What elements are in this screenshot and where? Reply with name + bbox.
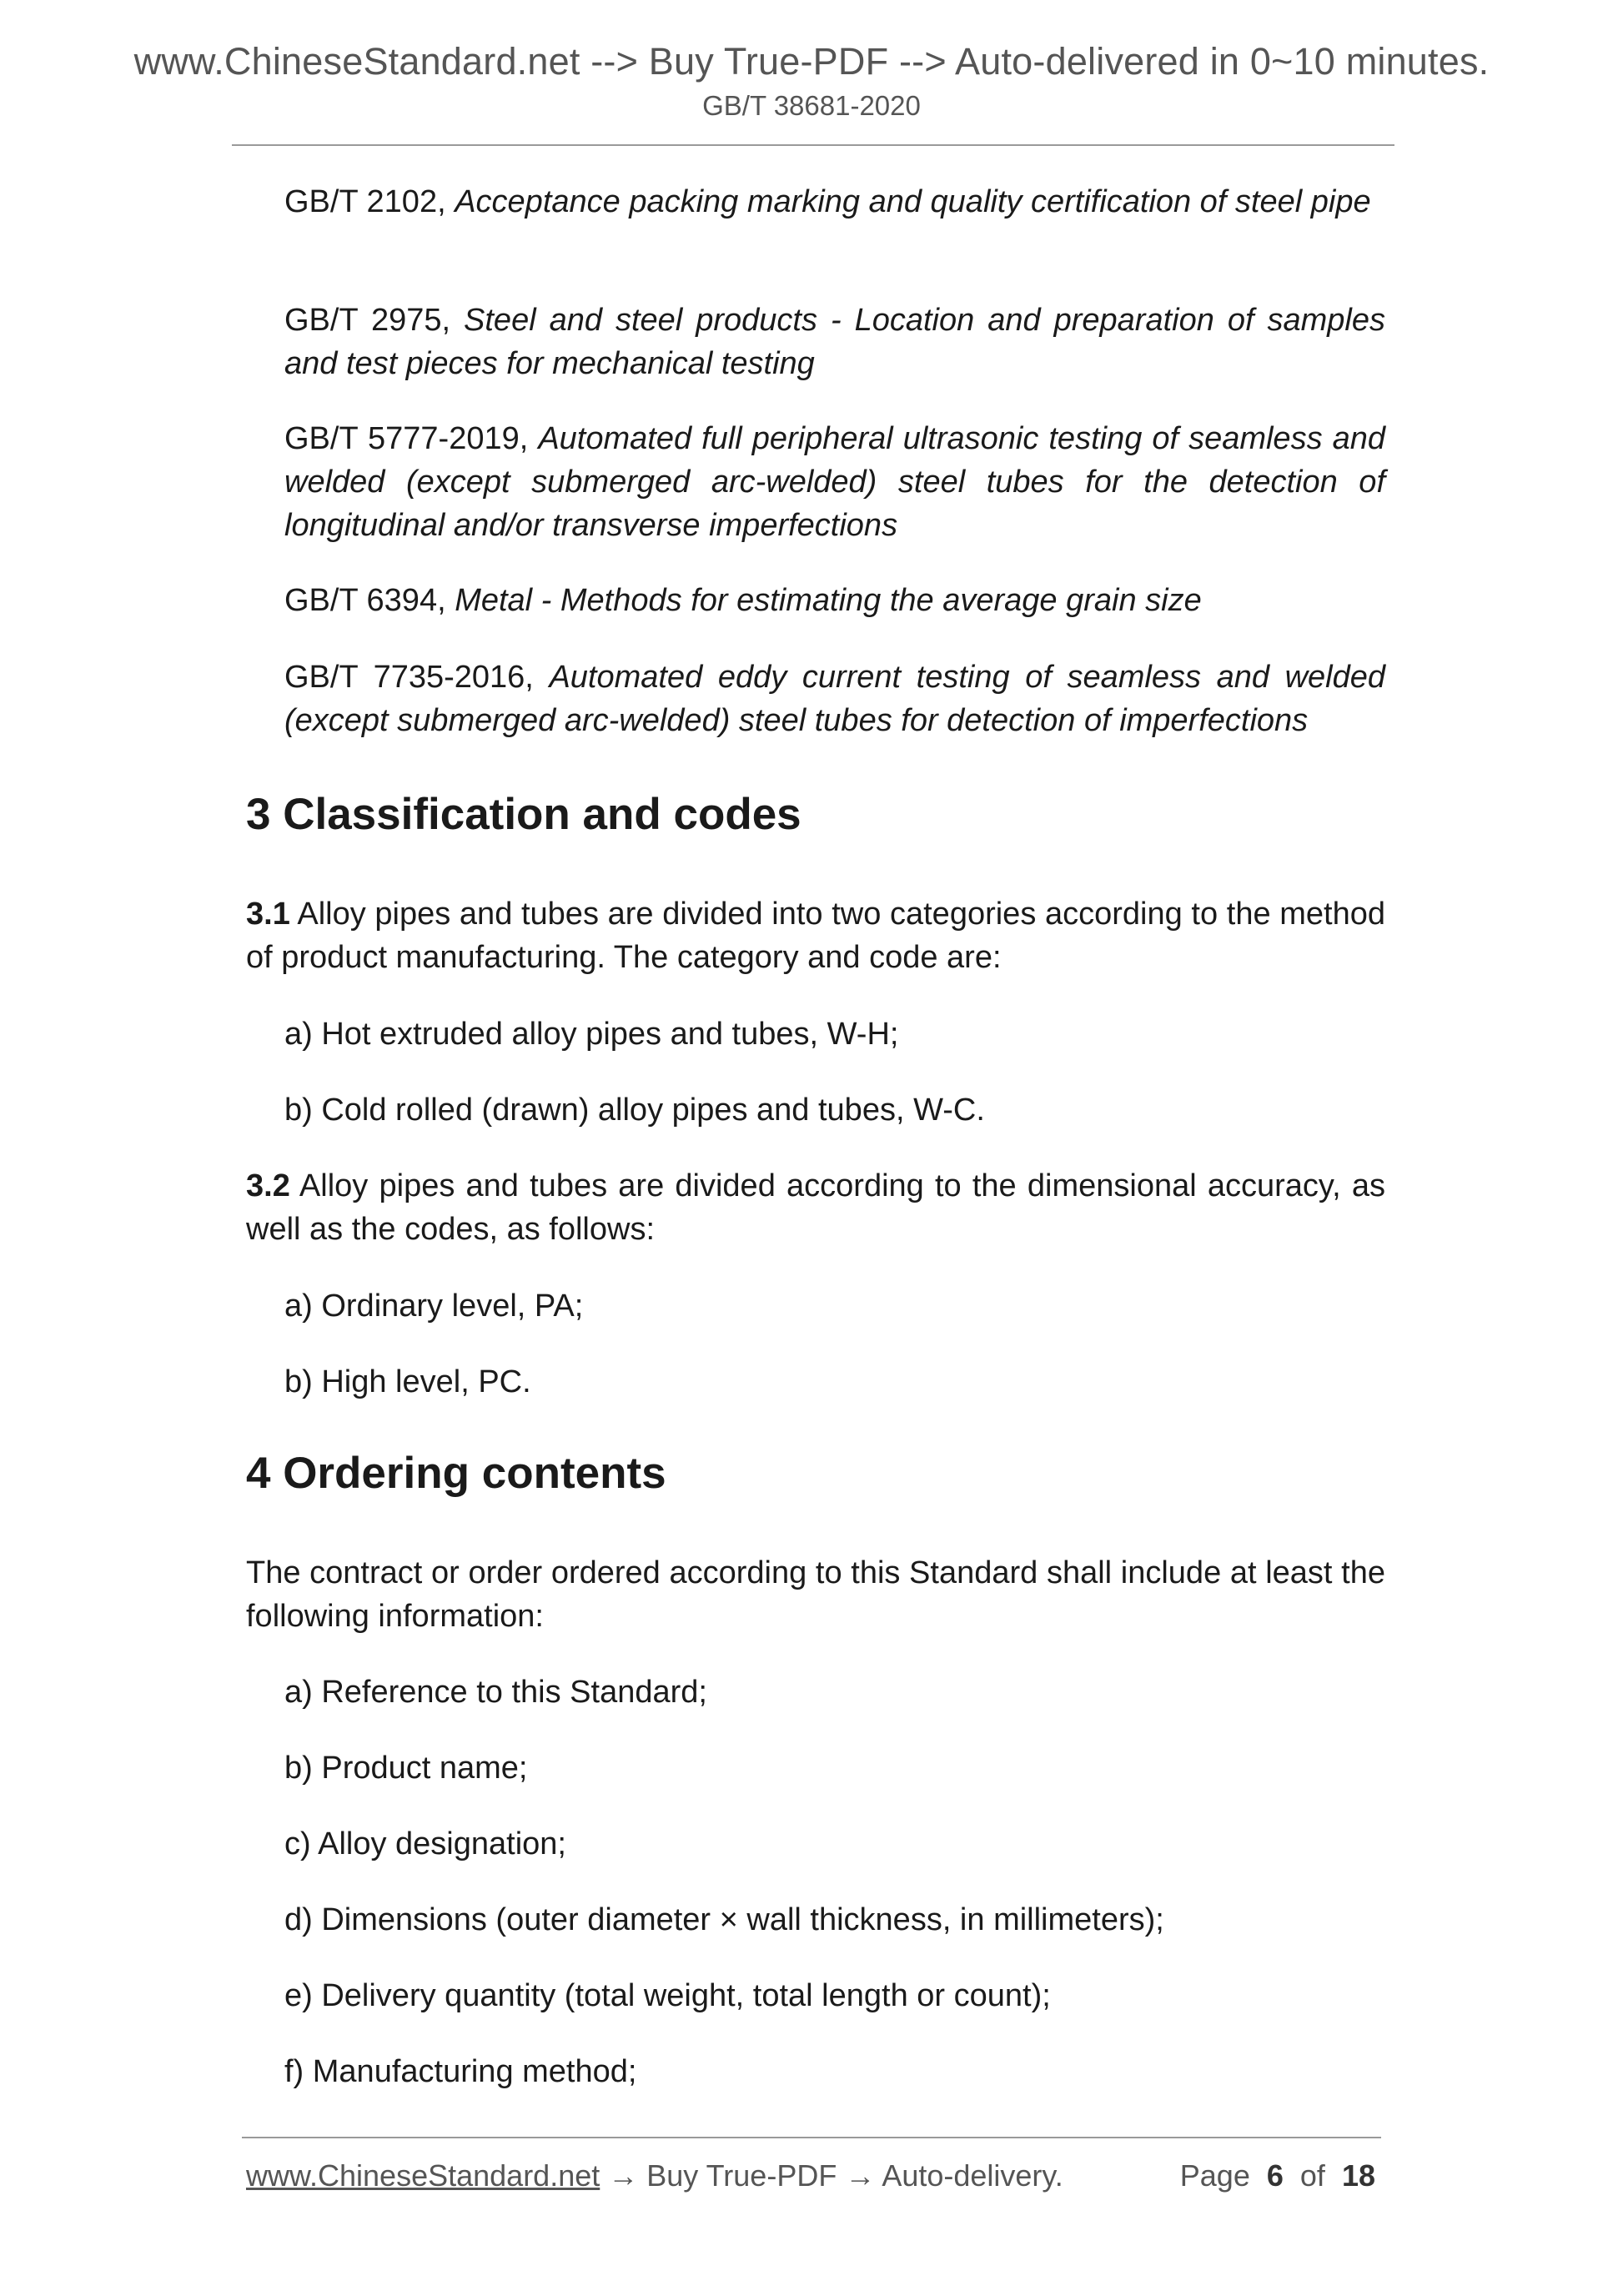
reference-code: GB/T 2102, (284, 184, 455, 219)
reference-gbt-2102 (284, 180, 1385, 224)
clause-number: 3.1 (246, 897, 290, 932)
clause-number: 3.2 (246, 1168, 290, 1203)
reference-code: GB/T 6394, (284, 583, 455, 618)
section-4-heading: 4 Ordering contents (246, 1449, 666, 1498)
page-total: 18 (1341, 2158, 1375, 2193)
reference-title: Acceptance packing marking and quality certification of steel pipe (455, 184, 1371, 219)
reference-title: Automated eddy current testing of seamless and welded (except submerged arc-welded) steel tubes for detection of imperfections (284, 660, 1385, 738)
reference-gbt-7735 (284, 656, 1385, 742)
footer-divider (242, 2137, 1381, 2138)
reference-gbt-2975 (284, 299, 1385, 385)
website-link[interactable]: www.ChineseStandard.net (246, 2158, 600, 2193)
footer-promo-text: → Buy True-PDF → Auto-delivery. (600, 2158, 1063, 2193)
list-item: e) Delivery quantity (total weight, total length or count); (284, 1978, 1051, 2013)
page-label: Page (1179, 2158, 1250, 2193)
reference-code: GB/T 2975, (284, 303, 465, 338)
reference-title: Metal - Methods for estimating the average grain size (455, 583, 1202, 618)
list-item: b) Cold rolled (drawn) alloy pipes and tubes, W-C. (284, 1093, 985, 1128)
list-item: c) Alloy designation; (284, 1826, 566, 1861)
list-item: a) Hot extruded alloy pipes and tubes, W-H; (284, 1017, 899, 1052)
list-item: a) Ordinary level, PA; (284, 1289, 584, 1324)
list-item: a) Reference to this Standard; (284, 1675, 707, 1710)
page-of-label: of (1299, 2158, 1325, 2193)
section-3-heading: 3 Classification and codes (246, 790, 801, 839)
clause-text: Alloy pipes and tubes are divided according to the dimensional accuracy, as well as the codes, as follows: (246, 1168, 1385, 1247)
list-item: b) High level, PC. (284, 1364, 531, 1399)
clause-3-2 (246, 1164, 1385, 1251)
section-4-intro: The contract or order ordered according to this Standard shall include at least the following information: (246, 1555, 1385, 1634)
clause-text: Alloy pipes and tubes are divided into two categories according to the method of product manufacturing. The category and code are: (246, 897, 1385, 975)
list-item: d) Dimensions (outer diameter × wall thickness, in millimeters); (284, 1902, 1164, 1937)
reference-title: Automated full peripheral ultrasonic testing of seamless and welded (except submerged arc-welded) steel tubes for the detection of longitudinal and/or transverse imperfections (284, 421, 1385, 543)
list-item: f) Manufacturing method; (284, 2054, 637, 2089)
reference-code: GB/T 5777-2019, (284, 421, 539, 456)
clause-3-1 (246, 892, 1385, 979)
reference-title: Steel and steel products - Location and preparation of samples and test pieces for mechanical testing (284, 303, 1385, 381)
header-divider (232, 144, 1394, 146)
page-indicator (1180, 2158, 1375, 2193)
list-item: b) Product name; (284, 1751, 528, 1786)
page-number: 6 (1266, 2158, 1284, 2193)
header-banner: www.ChineseStandard.net --> Buy True-PDF --> Auto-delivered in 0~10 minutes. (133, 40, 1490, 83)
reference-code: GB/T 7735-2016, (284, 660, 550, 695)
footer-promo (246, 2158, 1063, 2193)
reference-gbt-6394 (284, 579, 1385, 622)
document-code: GB/T 38681-2020 (702, 90, 921, 121)
reference-gbt-5777 (284, 417, 1385, 547)
